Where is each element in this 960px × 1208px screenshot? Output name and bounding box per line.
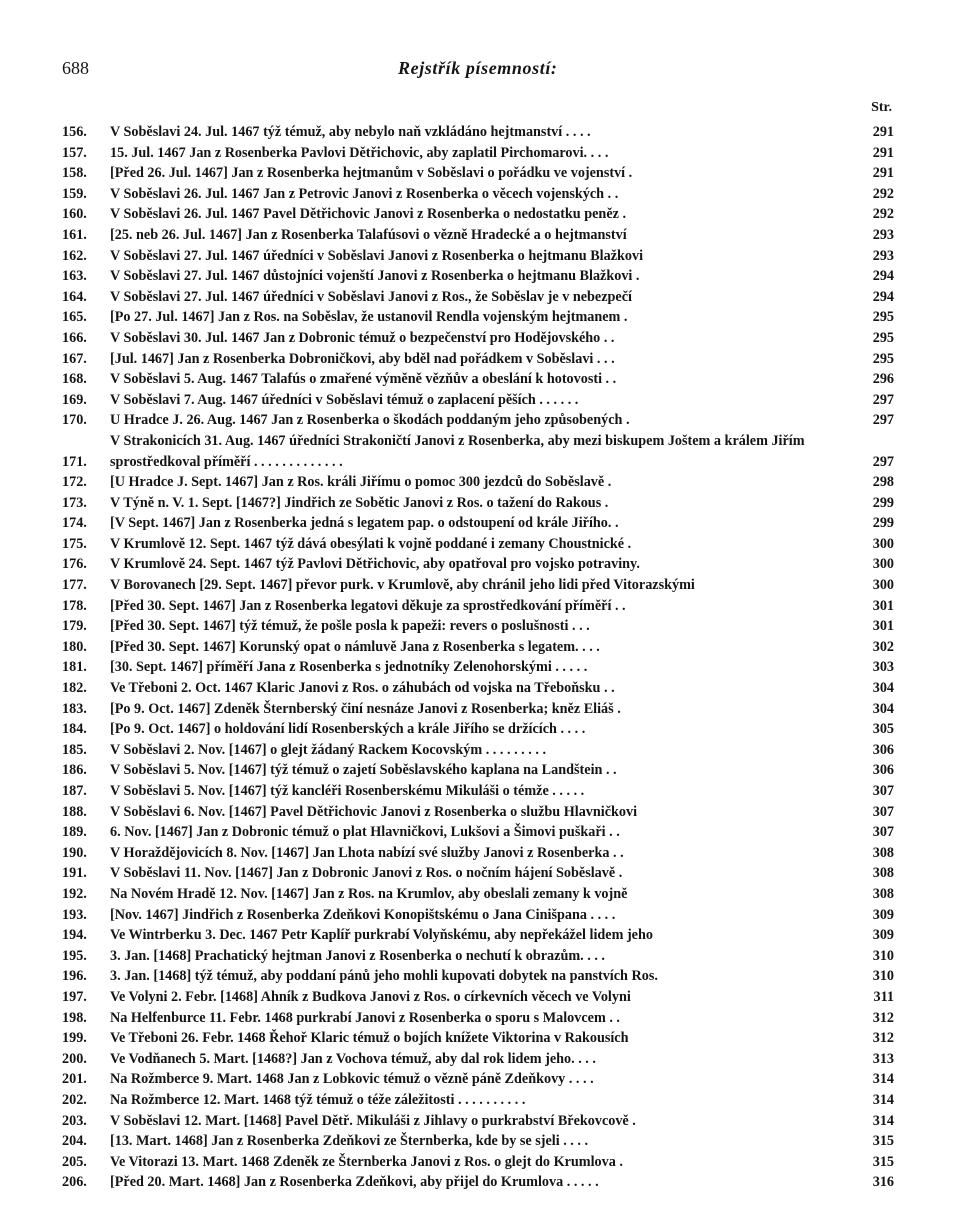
entry-page: 300 [872, 556, 894, 573]
entry-page: 312 [872, 1030, 894, 1047]
entry-page: 305 [872, 721, 894, 738]
entry-page: 307 [872, 824, 894, 841]
entry-page: 309 [872, 906, 894, 923]
list-item [62, 1131, 894, 1152]
entry-text: V Soběslavi 7. Aug. 1467 úředníci v Soběslavi témuž o zaplacení pěších . . . . . . [110, 391, 579, 408]
entry-number: 181. [62, 659, 87, 676]
list-item [62, 513, 894, 534]
list-item [62, 1111, 894, 1132]
entry-text: V Krumlově 12. Sept. 1467 týž dává obesýlati k vojně poddané i zemany Choustnické . [110, 535, 632, 552]
entry-text: 6. Nov. [1467] Jan z Dobronic témuž o plat Hlavničkovi, Lukšovi a Šimovi puškaři . . [110, 824, 620, 841]
entry-text: [Před 30. Sept. 1467] týž témuž, že pošle posla k papeži: revers o poslušnosti . . . [110, 618, 590, 635]
entry-page: 291 [872, 124, 894, 140]
entry-page: 304 [872, 680, 894, 697]
entry-text: V Soběslavi 27. Jul. 1467 úředníci v Soběslavi Janovi z Rosenberka o hejtmanu Blažkovi [110, 247, 644, 264]
list-item [62, 1152, 894, 1173]
list-item [62, 740, 894, 761]
list-item [62, 1028, 894, 1049]
entry-text: V Soběslavi 27. Jul. 1467 důstojníci vojenští Janovi z Rosenberka o hejtmanu Blažkovi . [110, 268, 640, 285]
entry-text: Na Rožmberce 9. Mart. 1468 Jan z Lobkovic témuž o vězně páně Zdeňkovy . . . . [110, 1071, 594, 1088]
entry-page: 294 [872, 288, 894, 305]
list-item [62, 225, 894, 246]
entry-number: 193. [62, 906, 87, 923]
list-item [62, 966, 894, 987]
entry-page: 314 [872, 1091, 894, 1108]
entry-number: 159. [62, 185, 87, 202]
list-item [62, 678, 894, 699]
entry-text: V Soběslavi 5. Nov. [1467] týž témuž o zajetí Soběslavského kaplana na Landštein . . [110, 762, 617, 779]
list-item [62, 472, 894, 493]
entry-number: 172. [62, 474, 87, 491]
entry-number: 175. [62, 535, 87, 552]
list-item [62, 534, 894, 555]
entry-text: Ve Třeboni 26. Febr. 1468 Řehoř Klaric témuž o bojích knížete Viktorina v Rakousích [110, 1030, 629, 1047]
entry-text: [Před 26. Jul. 1467] Jan z Rosenberka hejtmanům v Soběslavi o pořádku ve vojenství . [110, 165, 633, 182]
entry-number: 168. [62, 371, 87, 388]
entry-text: [U Hradce J. Sept. 1467] Jan z Ros. králi Jiřímu o pomoc 300 jezdců do Soběslavě . [110, 474, 612, 491]
list-item [62, 925, 894, 946]
entry-text: [V Sept. 1467] Jan z Rosenberka jedná s legatem pap. o odstoupení od krále Jiřího. . [110, 515, 619, 532]
list-item [62, 1172, 894, 1193]
entry-page: 300 [872, 577, 894, 594]
entry-page: 306 [872, 762, 894, 779]
entry-text: [30. Sept. 1467] příměří Jana z Rosenberka s jednotníky Zelenohorskými . . . . . [110, 659, 588, 676]
entry-number: 165. [62, 309, 87, 326]
entry-number: 174. [62, 515, 87, 532]
entry-page: 310 [872, 947, 894, 964]
entry-page: 295 [872, 350, 894, 367]
entry-number: 192. [62, 885, 87, 902]
list-item [62, 863, 894, 884]
entry-text: [Před 20. Mart. 1468] Jan z Rosenberka Zdeňkovi, aby přijel do Krumlova . . . . . [110, 1174, 599, 1191]
entry-page: 295 [872, 329, 894, 346]
entry-text: Ve Volyni 2. Febr. [1468] Ahník z Budkova Janovi z Ros. o církevních věcech ve Volyni [110, 988, 631, 1005]
entry-number: 197. [62, 988, 87, 1005]
list-item [62, 349, 894, 370]
list-item [62, 122, 894, 143]
list-item [62, 596, 894, 617]
entry-page: 313 [872, 1050, 894, 1067]
entry-number: 167. [62, 350, 87, 367]
entry-page: 312 [872, 1009, 894, 1026]
entry-number: 195. [62, 947, 87, 964]
list-item [62, 657, 894, 678]
list-item [62, 390, 894, 411]
entry-number: 173. [62, 494, 87, 511]
entry-text: V Soběslavi 11. Nov. [1467] Jan z Dobronic Janovi z Ros. o nočním hájení Soběslavě . [110, 865, 623, 882]
entry-text: [Před 30. Sept. 1467] Jan z Rosenberka legatovi děkuje za sprostředkování příměří . . [110, 597, 626, 614]
entry-number: 158. [62, 165, 87, 182]
list-item [62, 1069, 894, 1090]
list-item [62, 781, 894, 802]
entry-text: Ve Vitorazi 13. Mart. 1468 Zdeněk ze Šternberka Janovi z Ros. o glejt do Krumlova . [110, 1153, 623, 1170]
running-head-title: Rejstřík písemností: [398, 58, 558, 78]
entry-text: V Soběslavi 12. Mart. [1468] Pavel Dětř. Mikuláši z Jihlavy o purkrabství Břekovcově . [110, 1112, 636, 1129]
entry-page: 291 [872, 165, 894, 182]
entry-text: V Soběslavi 5. Nov. [1467] týž kancléři Rosenberskému Mikuláši o témže . . . . . [110, 783, 585, 799]
entry-text: V Soběslavi 26. Jul. 1467 Jan z Petrovic Janovi z Rosenberka o věcech vojenských . . [110, 185, 619, 202]
entry-number: 205. [62, 1153, 87, 1170]
entry-text: Na Novém Hradě 12. Nov. [1467] Jan z Ros. na Krumlov, aby obeslali zemany k vojně [110, 885, 628, 902]
entry-text: Ve Vodňanech 5. Mart. [1468?] Jan z Vochova témuž, aby dal rok lidem jeho. . . . [110, 1050, 596, 1067]
entry-text: 3. Jan. [1468] týž témuž, aby poddaní pánů jeho mohli kupovati dobytek na panstvích Ros. [110, 968, 658, 985]
entry-number: 202. [62, 1091, 87, 1108]
list-item [62, 1008, 894, 1029]
entry-text: [25. neb 26. Jul. 1467] Jan z Rosenberka Talafúsovi o vězně Hradecké a o hejtmanství [110, 226, 627, 243]
entry-page: 308 [872, 885, 894, 902]
entry-number: 171. [62, 453, 87, 470]
entry-text: V Borovanech [29. Sept. 1467] převor purk. v Krumlově, aby chránil jeho lidi před Vitorazskými [110, 577, 695, 594]
entry-page: 302 [872, 638, 894, 655]
entry-page: 304 [872, 700, 894, 717]
entry-number: 161. [62, 226, 87, 243]
entry-page: 297 [872, 391, 894, 408]
entry-text: Na Helfenburce 11. Febr. 1468 purkrabí Janovi z Rosenberka o sporu s Malovcem . . [110, 1009, 620, 1026]
entry-page: 315 [872, 1133, 894, 1150]
entry-number: 176. [62, 556, 87, 573]
entry-number: 186. [62, 762, 87, 779]
entry-text: V Soběslavi 2. Nov. [1467] o glejt žádaný Rackem Kocovským . . . . . . . . . [110, 741, 546, 758]
entry-number: 187. [62, 783, 87, 799]
list-item [62, 637, 894, 658]
list-item [62, 493, 894, 514]
entry-page: 294 [872, 268, 894, 285]
entry-page: 316 [872, 1174, 894, 1191]
entry-text: Ve Wintrberku 3. Dec. 1467 Petr Kaplíř purkrabí Volyňskému, aby nepřekážel lidem jeho [110, 927, 653, 944]
entry-page: 306 [872, 741, 894, 758]
entry-number: 188. [62, 803, 87, 820]
list-item [62, 1049, 894, 1070]
entry-number: 194. [62, 927, 87, 944]
list-item [62, 307, 894, 328]
list-item [62, 987, 894, 1008]
entry-text: V Strakonicích 31. Aug. 1467 úředníci Strakoničtí Janovi z Rosenberka, aby mezi biskupem Joštem a králem Jiřím sprostředkoval příměří . . . . . . . . . . . . . [110, 432, 805, 470]
list-item [62, 246, 894, 267]
entry-text: V Soběslavi 30. Jul. 1467 Jan z Dobronic témuž o bezpečenství pro Hodějovského . . [110, 329, 615, 346]
list-item [62, 204, 894, 225]
list-item [62, 699, 894, 720]
entry-page: 314 [872, 1112, 894, 1129]
entry-number: 185. [62, 741, 87, 758]
entry-number: 163. [62, 268, 87, 285]
entry-page: 307 [872, 803, 894, 820]
list-item [62, 802, 894, 823]
entry-number: 206. [62, 1174, 87, 1191]
entry-page: 310 [872, 968, 894, 985]
entry-page: 309 [872, 927, 894, 944]
entry-page: 297 [872, 412, 894, 429]
entry-number: 157. [62, 144, 87, 161]
entry-number: 203. [62, 1112, 87, 1129]
entry-number: 156. [62, 124, 87, 140]
entry-text: V Soběslavi 24. Jul. 1467 týž témuž, aby nebylo naň vzkládáno hejtmanství . . . . [110, 124, 591, 140]
list-item [62, 843, 894, 864]
entry-text: [Po 9. Oct. 1467] Zdeněk Šternberský činí nesnáze Janovi z Rosenberka; kněz Eliáš . [110, 700, 621, 717]
entry-page: 293 [872, 247, 894, 264]
list-item [62, 410, 894, 431]
list-item [62, 184, 894, 205]
list-item [62, 760, 894, 781]
entry-page: 303 [872, 659, 894, 676]
entry-page: 311 [873, 988, 894, 1005]
list-item [62, 328, 894, 349]
entry-number: 170. [62, 412, 87, 429]
list-item [62, 163, 894, 184]
entry-text: V Krumlově 24. Sept. 1467 týž Pavlovi Dětřichovic, aby opatřoval pro vojsko potraviny. [110, 556, 640, 573]
page-column-label: Str. [871, 100, 892, 115]
entry-page: 307 [872, 783, 894, 799]
entry-page: 291 [872, 144, 894, 161]
entry-page: 299 [872, 494, 894, 511]
entry-number: 201. [62, 1071, 87, 1088]
entry-page: 298 [872, 474, 894, 491]
entry-text: V Soběslavi 26. Jul. 1467 Pavel Dětřichovic Janovi z Rosenberka o nedostatku peněz . [110, 206, 627, 223]
entry-page: 314 [872, 1071, 894, 1088]
list-item [62, 287, 894, 308]
entry-page: 301 [872, 597, 894, 614]
entry-text: Ve Třeboni 2. Oct. 1467 Klaric Janovi z Ros. o záhubách od vojska na Třeboňsku . . [110, 680, 615, 697]
entry-page: 308 [872, 844, 894, 861]
entry-text: V Soběslavi 6. Nov. [1467] Pavel Dětřichovic Janovi z Rosenberka o službu Hlavničkovi [110, 803, 638, 820]
entry-text: V Týně n. V. 1. Sept. [1467?] Jindřich ze Sobětic Janovi z Ros. o tažení do Rakous . [110, 494, 609, 511]
entry-number: 184. [62, 721, 87, 738]
entry-page: 315 [872, 1153, 894, 1170]
list-item [62, 616, 894, 637]
entry-number: 164. [62, 288, 87, 305]
entry-number: 198. [62, 1009, 87, 1026]
entry-text: [Po 27. Jul. 1467] Jan z Ros. na Soběslav, že ustanovil Rendla vojenským hejtmanem . [110, 309, 628, 326]
list-item [62, 554, 894, 575]
entry-page: 308 [872, 865, 894, 882]
list-item [62, 431, 894, 472]
entry-number: 196. [62, 968, 87, 985]
entry-number: 190. [62, 844, 87, 861]
entry-number: 182. [62, 680, 87, 697]
entry-number: 191. [62, 865, 87, 882]
entry-number: 183. [62, 700, 87, 717]
entry-page: 293 [872, 226, 894, 243]
list-item [62, 143, 894, 164]
entry-text: Na Rožmberce 12. Mart. 1468 týž témuž o téže záležitosti . . . . . . . . . . [110, 1091, 526, 1108]
entry-page: 301 [872, 618, 894, 635]
entry-number: 166. [62, 329, 87, 346]
entry-number: 200. [62, 1050, 87, 1067]
entry-page: 299 [872, 515, 894, 532]
list-item [62, 719, 894, 740]
list-item [62, 575, 894, 596]
entry-text: V Soběslavi 5. Aug. 1467 Talafús o zmařené výměně vězňův a obeslání k hotovosti . . [110, 371, 617, 388]
list-item [62, 266, 894, 287]
list-item [62, 1090, 894, 1111]
entry-page: 300 [872, 535, 894, 552]
entry-page: 292 [872, 185, 894, 202]
entry-number: 204. [62, 1133, 87, 1150]
list-item [62, 884, 894, 905]
entry-text: [13. Mart. 1468] Jan z Rosenberka Zdeňkovi ze Šternberka, kde by se sjeli . . . . [110, 1133, 589, 1150]
list-item [62, 822, 894, 843]
list-item [62, 369, 894, 390]
entry-number: 160. [62, 206, 87, 223]
entry-text: [Nov. 1467] Jindřich z Rosenberka Zdeňkovi Konopištskému o Jana Cinišpana . . . . [110, 906, 616, 923]
entry-text: 3. Jan. [1468] Prachatický hejtman Janovi z Rosenberka o nechutí k obrazům. . . . [110, 947, 605, 964]
entry-number: 179. [62, 618, 87, 635]
entry-text: [Před 30. Sept. 1467] Korunský opat o námluvě Jana z Rosenberka s legatem. . . . [110, 638, 600, 655]
entry-text: 15. Jul. 1467 Jan z Rosenberka Pavlovi Dětřichovic, aby zaplatil Pirchomarovi. . . . [110, 144, 609, 161]
entry-text: [Po 9. Oct. 1467] o holdování lidí Rosenberských a krále Jiřího se držících . . . . [110, 721, 586, 738]
entry-page: 297 [872, 453, 894, 470]
entry-number: 199. [62, 1030, 87, 1047]
entry-text: V Soběslavi 27. Jul. 1467 úředníci v Soběslavi Janovi z Ros., že Soběslav je v nebezpečí [110, 288, 632, 305]
entry-page: 295 [872, 309, 894, 326]
entry-text: U Hradce J. 26. Aug. 1467 Jan z Rosenberka o škodách poddaným jeho způsobených . [110, 412, 630, 429]
page-number: 688 [62, 58, 89, 78]
list-item [62, 905, 894, 926]
entry-list [62, 122, 894, 1193]
entry-text: [Jul. 1467] Jan z Rosenberka Dobroničkovi, aby bděl nad pořádkem v Soběslavi . . . [110, 350, 615, 367]
list-item [62, 946, 894, 967]
entry-page: 292 [872, 206, 894, 223]
entry-number: 169. [62, 391, 87, 408]
entry-page: 296 [872, 371, 894, 388]
entry-number: 180. [62, 638, 87, 655]
entry-number: 177. [62, 577, 87, 594]
entry-number: 178. [62, 597, 87, 614]
entry-number: 162. [62, 247, 87, 264]
entry-text: V Horaždějovicích 8. Nov. [1467] Jan Lhota nabízí své služby Janovi z Rosenberka . . [110, 844, 624, 861]
entry-number: 189. [62, 824, 87, 841]
